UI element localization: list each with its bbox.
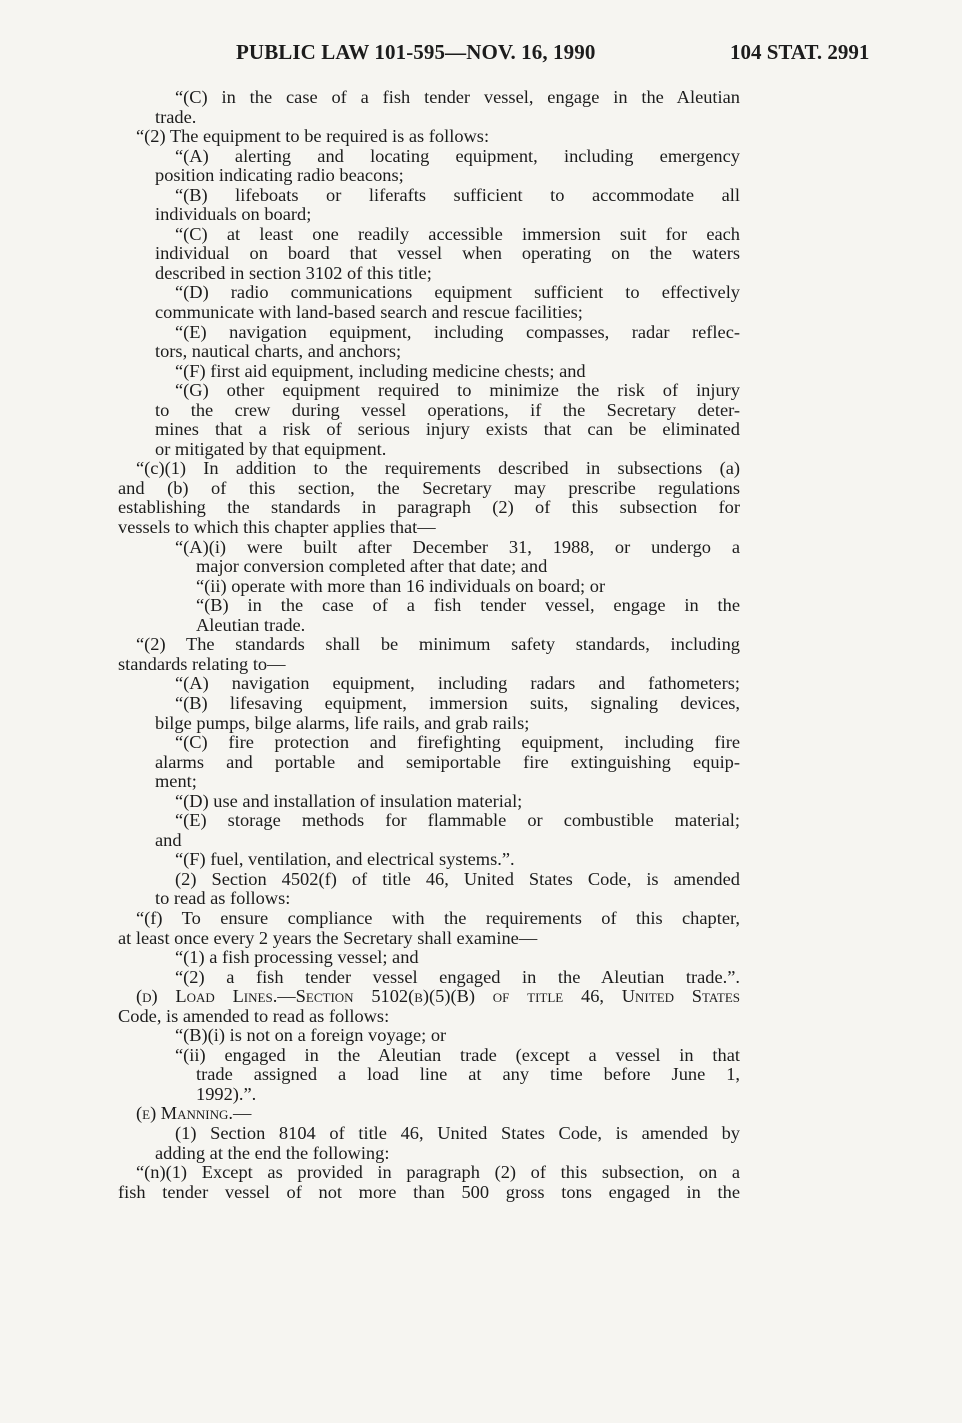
text-line: “(C) fire protection and firefighting equipment, including fire bbox=[175, 732, 740, 753]
text-line: position indicating radio beacons; bbox=[155, 165, 404, 186]
text-line: “(F) first aid equipment, including medicine chests; and bbox=[175, 360, 586, 381]
text-line: individual on board that vessel when operating on the waters bbox=[155, 243, 740, 264]
page-reference: 104 STAT. 2991 bbox=[730, 40, 870, 64]
text-line: bilge pumps, bilge alarms, life rails, and grab rails; bbox=[155, 712, 530, 733]
text-line: “(B) lifeboats or liferafts sufficient to accommodate all bbox=[175, 184, 740, 205]
text-line: (d) Load Lines.—Section 5102(b)(5)(B) of title 46, United States bbox=[136, 986, 740, 1007]
text-line: “(D) use and installation of insulation material; bbox=[175, 790, 523, 811]
text-line: alarms and portable and semiportable fire extinguishing equip- bbox=[155, 751, 740, 772]
text-line: “(2) The equipment to be required is as follows: bbox=[136, 126, 490, 147]
text-line: “(C) at least one readily accessible immersion suit for each bbox=[175, 223, 740, 244]
text-line: (1) Section 8104 of title 46, United States Code, is amended by bbox=[175, 1122, 740, 1143]
running-head-title: PUBLIC LAW 101-595—NOV. 16, 1990 bbox=[236, 40, 596, 64]
text-line: trade. bbox=[155, 106, 197, 127]
text-line: “(E) storage methods for flammable or combustible material; bbox=[175, 810, 740, 831]
text-line: “(B) in the case of a fish tender vessel, engage in the bbox=[196, 595, 740, 616]
text-line: (e) Manning.— bbox=[136, 1103, 252, 1124]
text-line: tors, nautical charts, and anchors; bbox=[155, 341, 402, 362]
text-line: standards relating to— bbox=[118, 653, 286, 674]
text-line: trade assigned a load line at any time before June 1, bbox=[196, 1064, 740, 1085]
text-line: “(A)(i) were built after December 31, 1988, or undergo a bbox=[175, 536, 740, 557]
text-line: or mitigated by that equipment. bbox=[155, 438, 387, 459]
text-line: “(C) in the case of a fish tender vessel, engage in the Aleutian bbox=[175, 87, 740, 107]
text-line: “(2) a fish tender vessel engaged in the Aleutian trade.”. bbox=[175, 966, 740, 987]
text-line: “(ii) operate with more than 16 individuals on board; or bbox=[196, 575, 606, 596]
text-line: and bbox=[155, 829, 182, 850]
text-line: to read as follows: bbox=[155, 888, 291, 909]
text-line: “(D) radio communications equipment sufficient to effectively bbox=[175, 282, 740, 303]
text-line: “(2) The standards shall be minimum safety standards, including bbox=[136, 634, 740, 655]
text-line: “(A) navigation equipment, including radars and fathometers; bbox=[175, 673, 740, 694]
text-line: “(F) fuel, ventilation, and electrical systems.”. bbox=[175, 849, 515, 870]
text-line: fish tender vessel of not more than 500 gross tons engaged in the bbox=[118, 1181, 740, 1202]
text-line: “(G) other equipment required to minimize the risk of injury bbox=[175, 380, 740, 401]
text-line: “(A) alerting and locating equipment, including emergency bbox=[175, 145, 740, 166]
text-line: vessels to which this chapter applies that— bbox=[118, 517, 436, 538]
text-line: 1992).”. bbox=[196, 1083, 257, 1104]
text-line: to the crew during vessel operations, if the Secretary deter- bbox=[155, 399, 740, 420]
text-line: “(ii) engaged in the Aleutian trade (except a vessel in that bbox=[175, 1044, 740, 1065]
text-line: “(n)(1) Except as provided in paragraph (2) of this subsection, on a bbox=[136, 1162, 740, 1183]
text-line: “(1) a fish processing vessel; and bbox=[175, 947, 419, 968]
text-line: individuals on board; bbox=[155, 204, 312, 225]
text-line: “(c)(1) In addition to the requirements described in subsections (a) bbox=[136, 458, 740, 479]
text-line: “(E) navigation equipment, including compasses, radar reflec- bbox=[175, 321, 740, 342]
text-line: mines that a risk of serious injury exists that can be eliminated bbox=[155, 419, 740, 440]
text-line: “(B) lifesaving equipment, immersion suits, signaling devices, bbox=[175, 692, 740, 713]
statute-text bbox=[118, 88, 740, 1202]
text-line: Aleutian trade. bbox=[196, 614, 306, 635]
text-line: “(B)(i) is not on a foreign voyage; or bbox=[175, 1025, 447, 1046]
text-line: at least once every 2 years the Secretary shall examine— bbox=[118, 927, 538, 948]
text-line: “(f) To ensure compliance with the requirements of this chapter, bbox=[136, 907, 740, 928]
text-line: (2) Section 4502(f) of title 46, United States Code, is amended bbox=[175, 868, 740, 889]
text-line: establishing the standards in paragraph (2) of this subsection for bbox=[118, 497, 740, 518]
text-line: major conversion completed after that date; and bbox=[196, 556, 548, 577]
text-line: communicate with land-based search and rescue facilities; bbox=[155, 302, 583, 323]
text-line: and (b) of this section, the Secretary may prescribe regulations bbox=[118, 477, 740, 498]
text-line: ment; bbox=[155, 771, 197, 792]
text-line: described in section 3102 of this title; bbox=[155, 262, 432, 283]
text-line: adding at the end the following: bbox=[155, 1142, 390, 1163]
text-line: Code, is amended to read as follows: bbox=[118, 1005, 390, 1026]
